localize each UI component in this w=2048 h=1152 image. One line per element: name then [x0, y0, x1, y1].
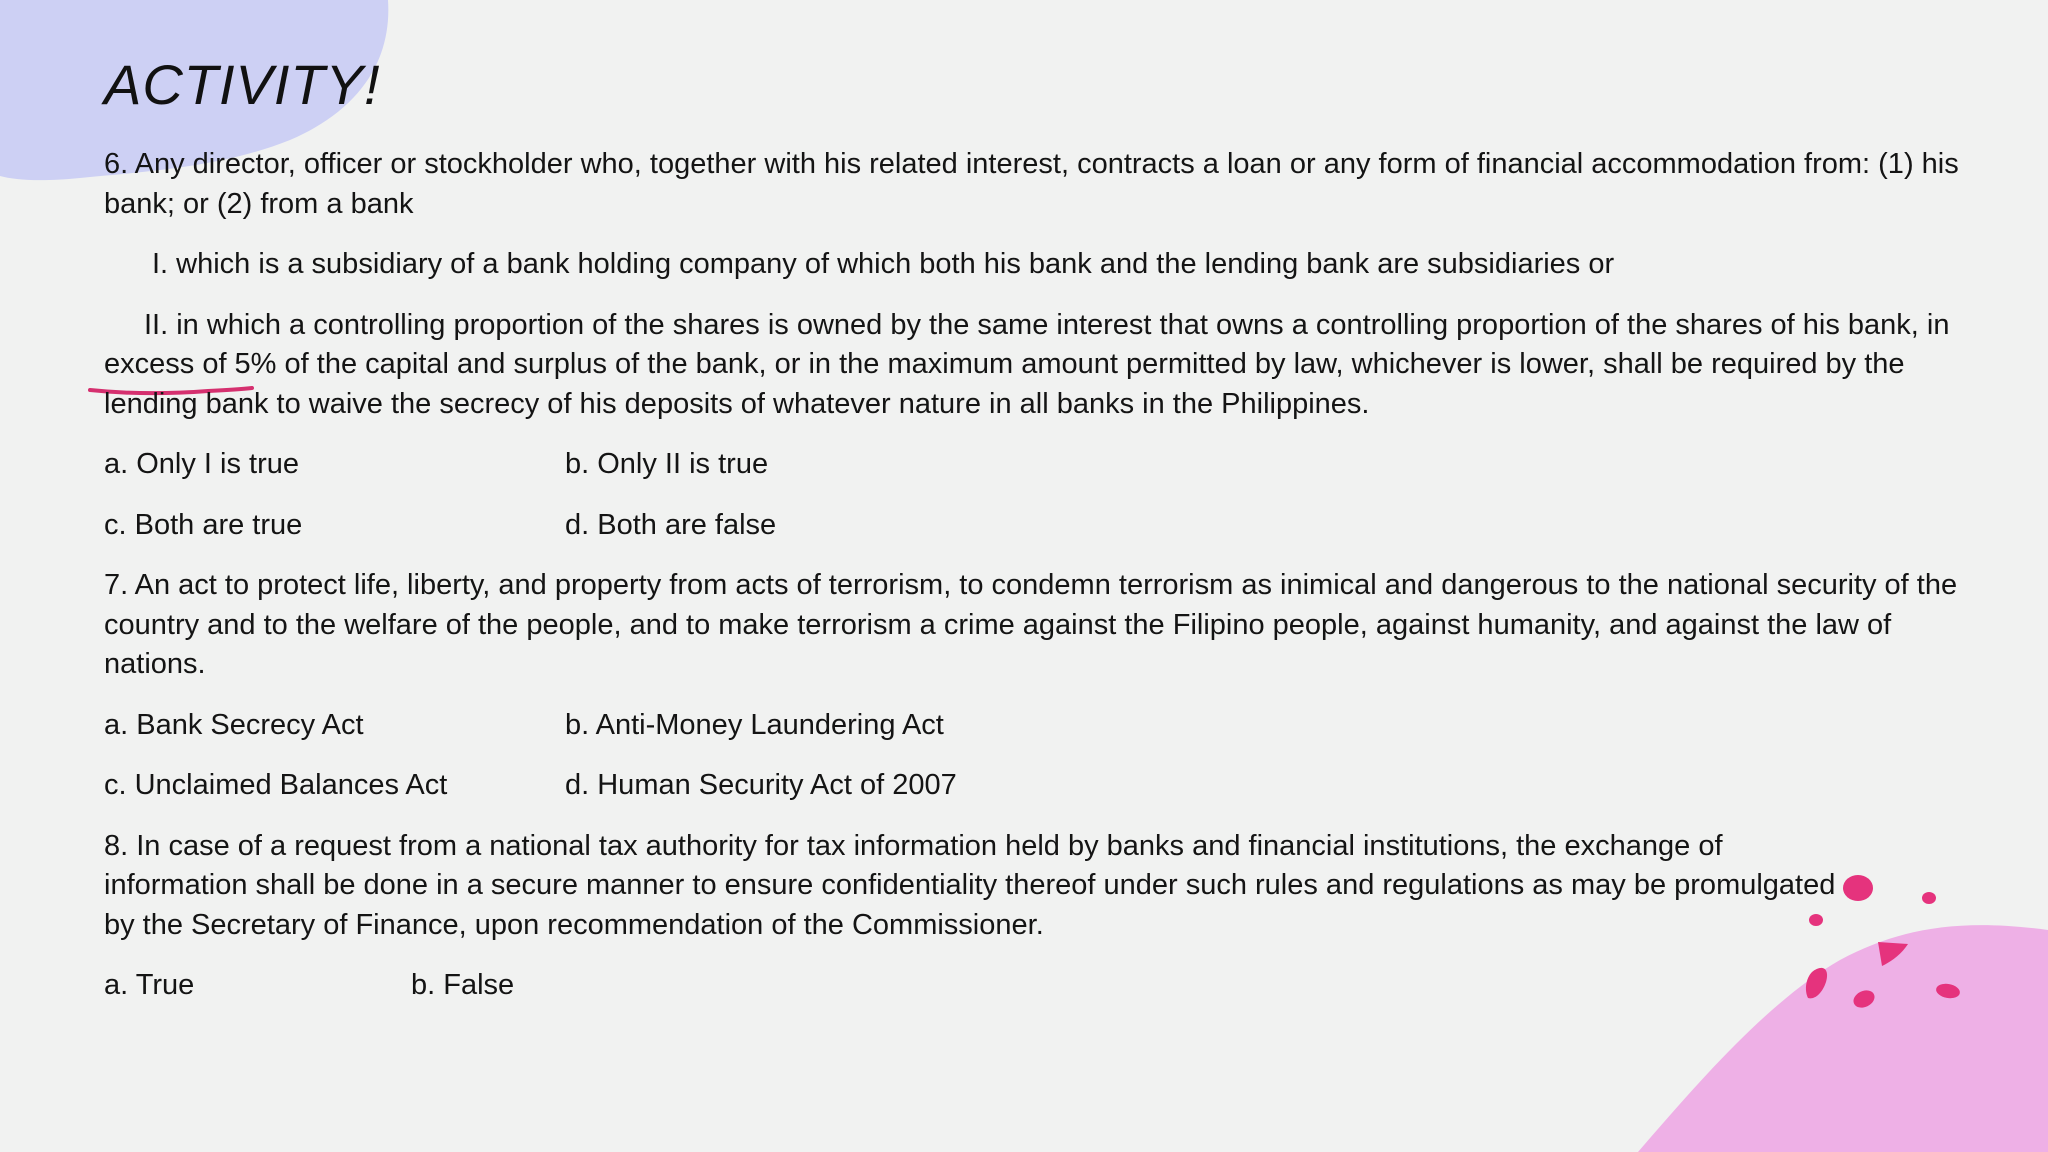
- q8-stem: 8. In case of a request from a national tax authority for tax information held by banks and financial institutions, the exchange of information shall be done in a secure manner to ensure confidentiality thereof under such rules and regulations as may be promulgated by the Secretary of Finance, upon recommendation of the Commissioner.: [104, 829, 1836, 941]
- q6-stem: 6. Any director, officer or stockholder who, together with his related interest, contracts a loan or any form of financial accommodation from: (1) his bank; or (2) from a bank: [104, 148, 1959, 220]
- q6-item-1: I. which is a subsidiary of a bank holding company of which both his bank and the lending bank are subsidiaries or: [152, 248, 1615, 280]
- q6-options-row-2: [104, 506, 1964, 546]
- q6-item-2-text: II. in which a controlling proportion of the shares is owned by the same interest that owns a controlling proportion of the shares of his bank, in excess of 5% of the capital and surplus of the bank, or in the maximum amount permitted by law, whichever is lower, shall be required by the lending bank to waive the secrecy of his deposits of whatever nature in all banks in the Philippines.: [104, 308, 1950, 420]
- q8-option-b[interactable]: b. False: [411, 969, 515, 1001]
- q7-options-row-2: [104, 766, 1964, 806]
- q7-options-row-1: [104, 706, 1964, 746]
- q6-option-b[interactable]: b. Only II is true: [565, 448, 769, 480]
- q7-stem: 7. An act to protect life, liberty, and property from acts of terrorism, to condemn terrorism as inimical and dangerous to the national security of the country and to the welfare of the people, and to make terrorism a crime against the Filipino people, against humanity, and against the law of nations.: [104, 569, 1958, 680]
- slide-body: [104, 145, 1964, 1027]
- q7-option-c[interactable]: c. Unclaimed Balances Act: [104, 769, 448, 801]
- q6-option-a[interactable]: a. Only I is true: [104, 448, 300, 480]
- q6-option-c[interactable]: c. Both are true: [104, 508, 303, 541]
- q8-option-a[interactable]: a. True: [104, 969, 195, 1001]
- q6-item-2: [104, 306, 1964, 425]
- q7-option-d[interactable]: d. Human Security Act of 2007: [565, 769, 957, 801]
- slide-title: ACTIVITY!: [104, 53, 381, 116]
- q7-option-b[interactable]: b. Anti-Money Laundering Act: [565, 708, 944, 741]
- q7-option-a[interactable]: a. Bank Secrecy Act: [104, 708, 364, 741]
- q8-options-row: [104, 966, 1964, 1006]
- q6-options-row-1: [104, 445, 1964, 485]
- q6-option-d[interactable]: d. Both are false: [565, 508, 777, 541]
